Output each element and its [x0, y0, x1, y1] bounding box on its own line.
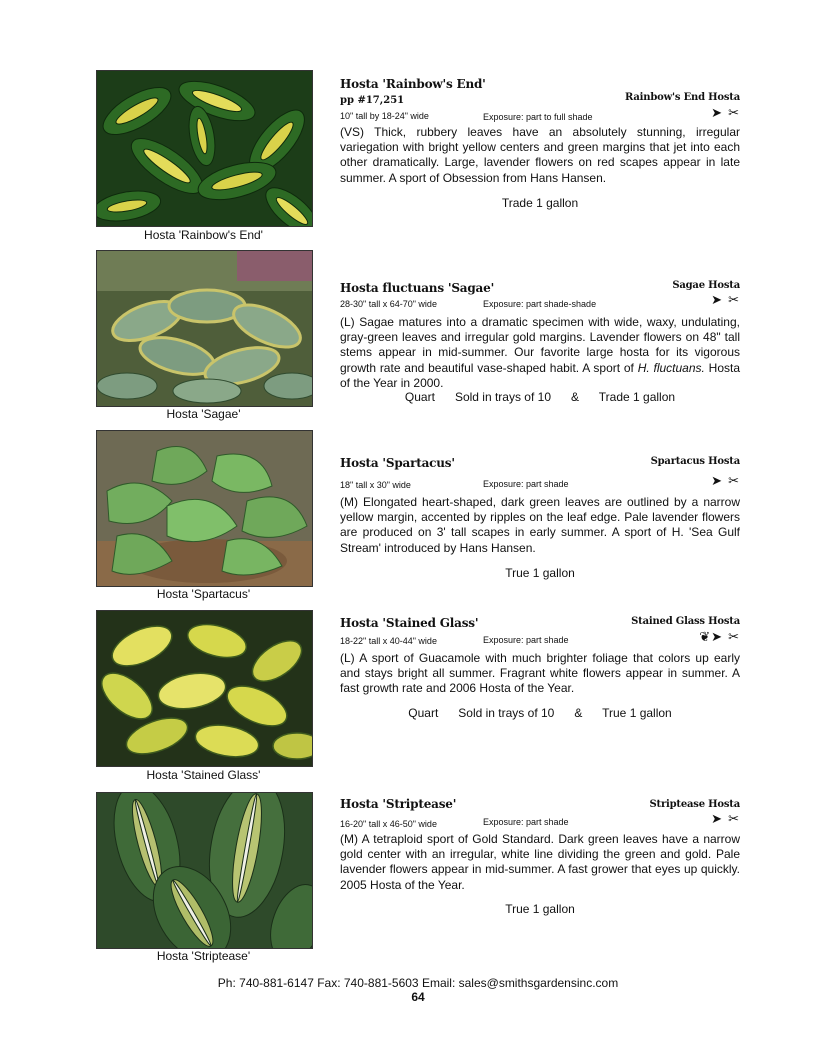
- photo-caption: Hosta 'Spartacus': [156, 587, 251, 601]
- exposure-text: Exposure: part to full shade: [483, 112, 593, 122]
- plant-patent: pp #17,251: [340, 95, 405, 106]
- plant-description: (M) Elongated heart-shaped, dark green leaves are outlined by a narrow yellow margin, accented by ripples on the leaf edge. Pale lavender flowers are produced on 3' tall scapes in early summer. A sport of H. 'Sea Gulf Stream' introduced by Hans Hansen.: [340, 495, 740, 555]
- attribute-icons: ➤ ✂: [711, 812, 740, 827]
- availability: Quart Sold in trays of 10 & Trade 1 gallon: [404, 390, 676, 404]
- plant-title: Hosta 'Stained Glass': [340, 616, 479, 630]
- product-photo: [96, 250, 313, 407]
- plant-title: Hosta 'Rainbow's End': [340, 77, 486, 91]
- exposure-text: Exposure: part shade: [483, 817, 569, 827]
- plant-size: 28-30" tall x 64-70" wide: [340, 299, 437, 309]
- photo-caption: Hosta 'Stained Glass': [146, 768, 261, 782]
- common-name: Rainbow's End Hosta: [625, 92, 740, 103]
- plant-size: 16-20" tall x 46-50" wide: [340, 819, 437, 829]
- page-number: 64: [411, 990, 425, 1004]
- availability: True 1 gallon: [505, 902, 575, 916]
- plant-description: (L) A sport of Guacamole with much brighter foliage that colors up early and stays bright all summer. Fragrant white flowers appear in summer. A fast growth rate and 2006 Hosta of the Year.: [340, 651, 740, 696]
- exposure-text: Exposure: part shade-shade: [483, 299, 597, 309]
- plant-size: 18-22" tall x 40-44" wide: [340, 636, 437, 646]
- plant-title: Hosta fluctuans 'Sagae': [340, 281, 495, 295]
- attribute-icons: ➤ ✂: [711, 106, 740, 121]
- common-name: Stained Glass Hosta: [631, 616, 740, 627]
- plant-size: 10" tall by 18-24" wide: [340, 111, 429, 121]
- availability: Trade 1 gallon: [501, 196, 579, 210]
- common-name: Striptease Hosta: [649, 799, 740, 810]
- common-name: Spartacus Hosta: [650, 456, 740, 467]
- contact-footer: Ph: 740-881-6147 Fax: 740-881-5603 Email: sales@smithsgardensinc.com: [217, 976, 619, 990]
- exposure-text: Exposure: part shade: [483, 479, 569, 489]
- photo-caption: Hosta 'Rainbow's End': [144, 228, 263, 242]
- attribute-icons: ➤ ✂: [711, 293, 740, 308]
- plant-title: Hosta 'Spartacus': [340, 456, 455, 470]
- product-photo: [96, 430, 313, 587]
- plant-description: (VS) Thick, rubbery leaves have an absolutely stunning, irregular variegation with bright yellow centers and green margins that jet into each other dramatically. Large, lavender flowers on red scapes appear in late summer. A sport of Obsession from Hans Hansen.: [340, 125, 740, 185]
- plant-size: 18" tall x 30" wide: [340, 480, 411, 490]
- photo-caption: Hosta 'Sagae': [166, 407, 241, 421]
- plant-title: Hosta 'Striptease': [340, 797, 457, 811]
- product-photo: [96, 70, 313, 227]
- plant-description: (L) Sagae matures into a dramatic specimen with wide, waxy, undulating, gray-green leaves and irregular gold margins. Lavender flowers on 48" tall stems appear in mid-summer. Our favorite large hosta for its vigorous growth rate and beautiful vase-shaped habit. A sport of H. fluctuans. Hosta of the Year in 2000.: [340, 315, 741, 390]
- common-name: Sagae Hosta: [672, 280, 740, 291]
- exposure-text: Exposure: part shade: [483, 635, 569, 645]
- product-photo: [96, 792, 313, 949]
- product-photo: [96, 610, 313, 767]
- availability: True 1 gallon: [505, 566, 575, 580]
- availability: Quart Sold in trays of 10 & True 1 gallon: [408, 706, 672, 720]
- attribute-icons: ❦➤ ✂: [699, 630, 740, 645]
- photo-caption: Hosta 'Striptease': [156, 949, 251, 963]
- attribute-icons: ➤ ✂: [711, 474, 740, 489]
- plant-description: (M) A tetraploid sport of Gold Standard. Dark green leaves have a narrow gold center with an irregular, white line dividing the green and gold. Pale lavender flowers appear in mid-summer. A fast grower that eyes up quickly. 2005 Hosta of the Year.: [340, 832, 740, 892]
